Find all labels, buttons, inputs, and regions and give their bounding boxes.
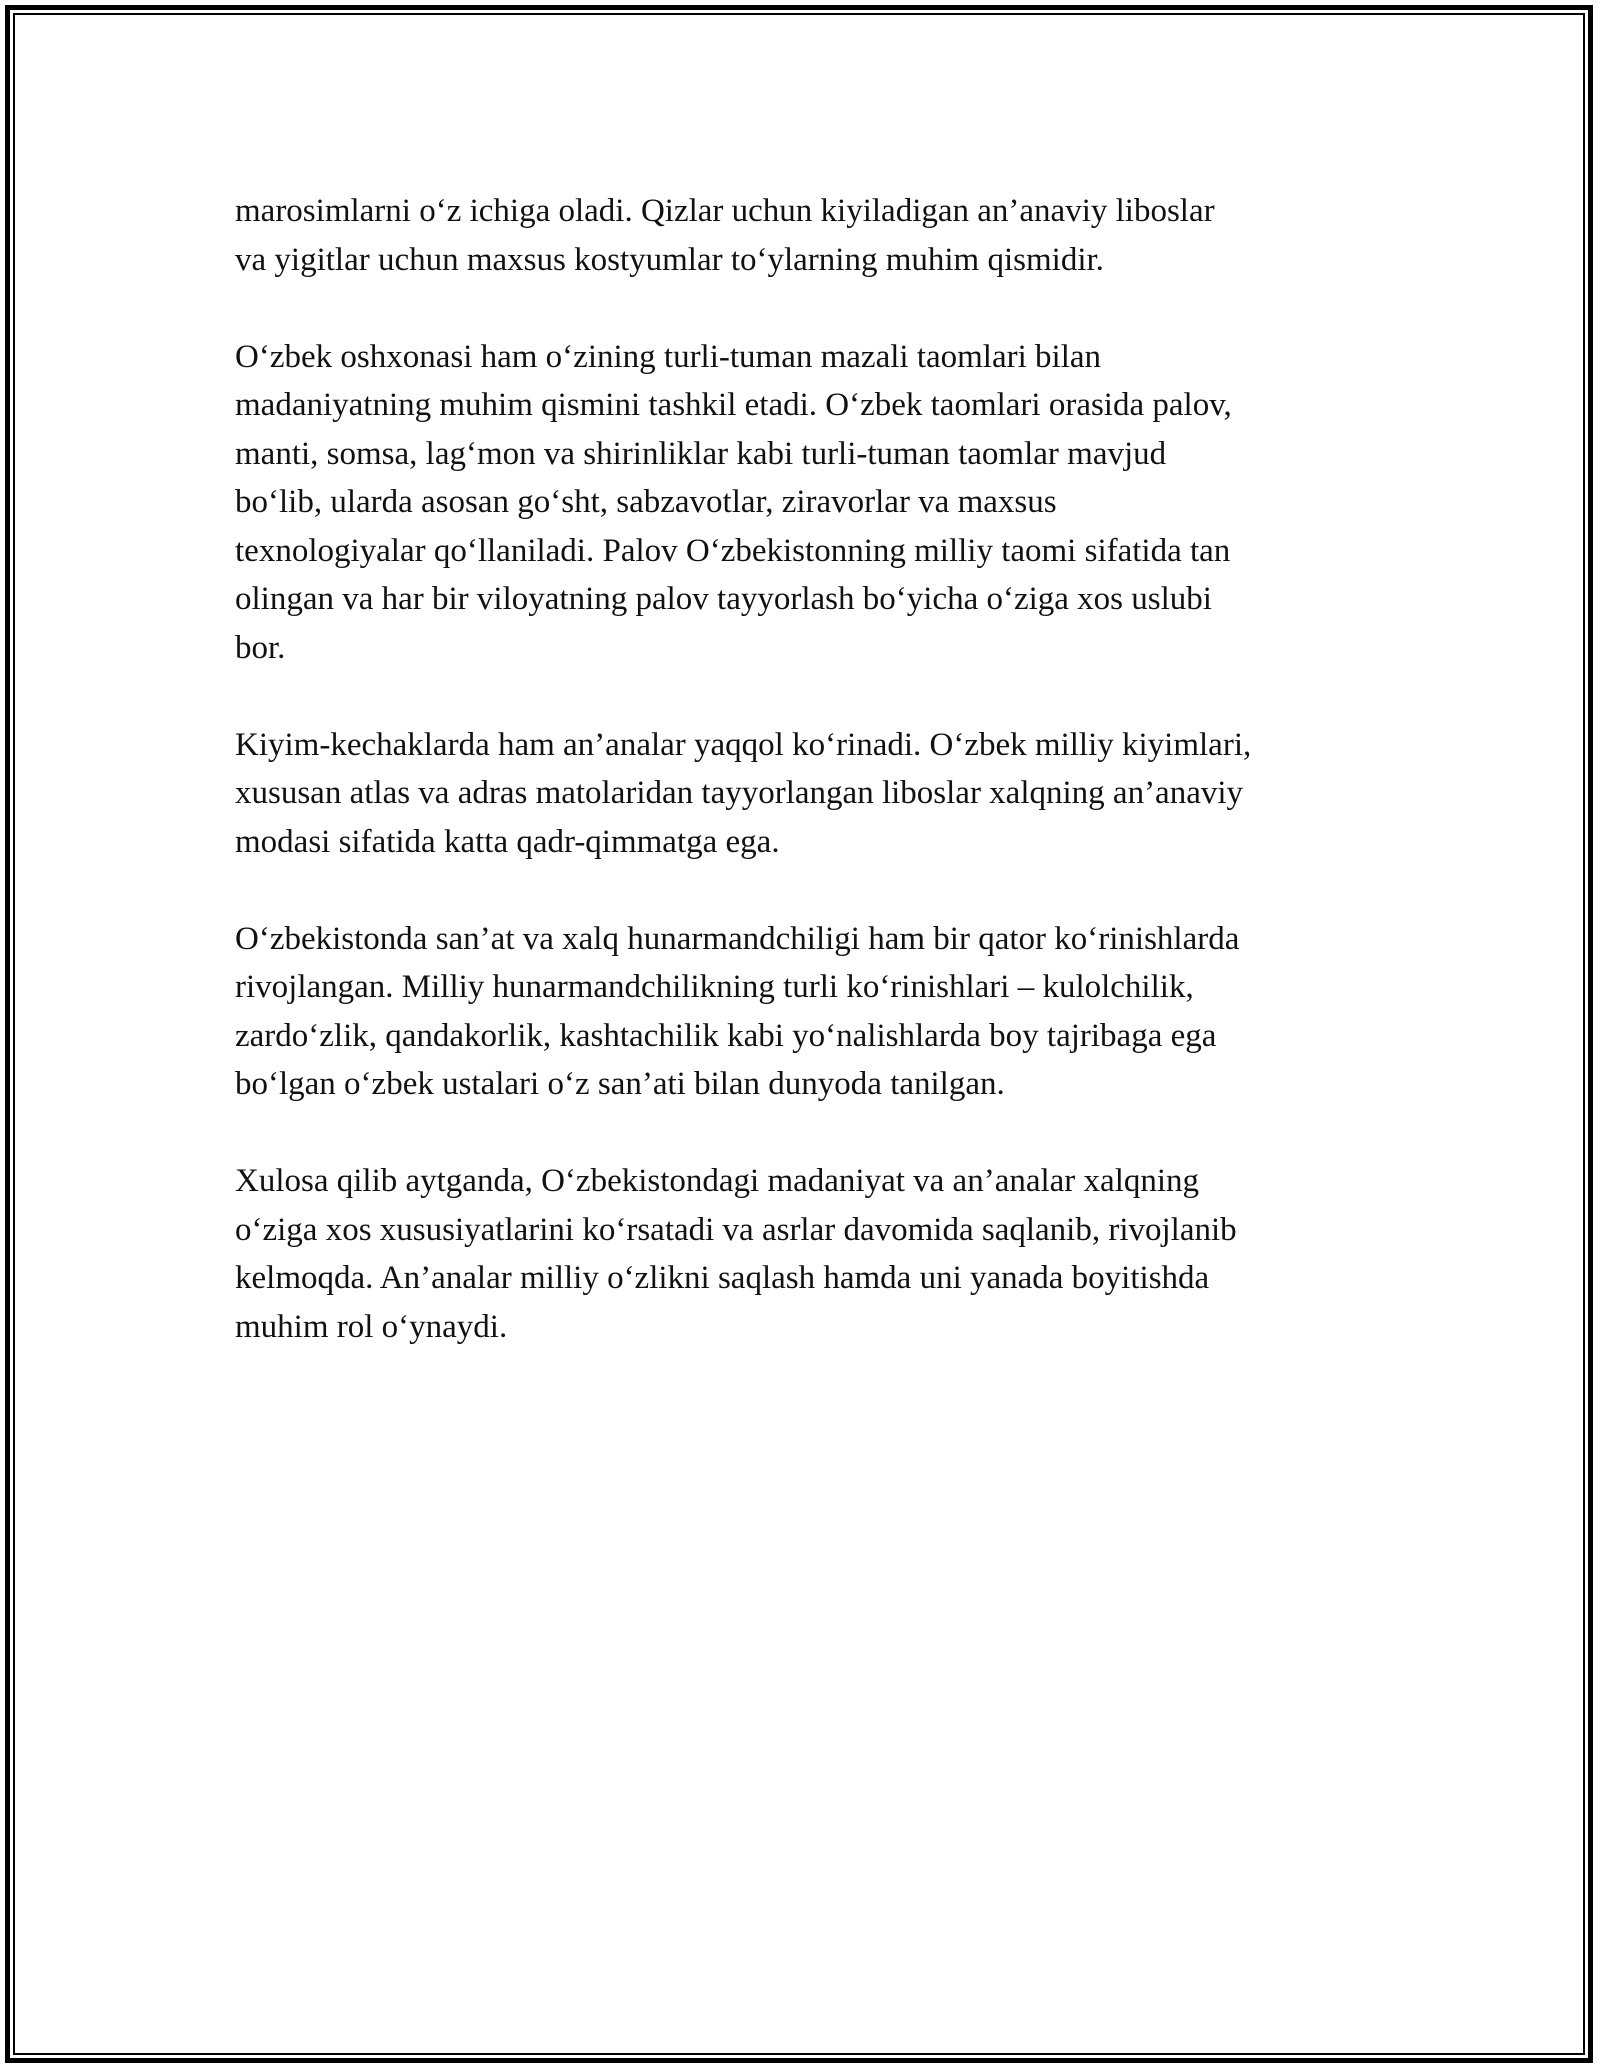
text-line: rivojlangan. Milliy hunarmandchilikning turli ko‘rinishlari – kulolchilik, (235, 969, 1194, 1005)
text-line: kelmoqda. An’analar milliy o‘zlikni saqlash hamda uni yanada boyitishda (235, 1260, 1210, 1296)
text-line: zardo‘zlik, qandakorlik, kashtachilik kabi yo‘nalishlarda boy tajribaga ega (235, 1017, 1217, 1054)
text-line: Xulosa qilib aytganda, O‘zbekistondagi madaniyat va an’analar xalqning (235, 1163, 1200, 1199)
text-line: madaniyatning muhim qismini tashkil etadi. O‘zbek taomlari orasida palov, (235, 387, 1232, 423)
text-line: bo‘lgan o‘zbek ustalari o‘z san’ati bilan dunyoda tanilgan. (235, 1066, 1005, 1102)
text-line: o‘ziga xos xususiyatlarini ko‘rsatadi va asrlar davomida saqlanib, rivojlanib (235, 1211, 1237, 1248)
text-line: xususan atlas va adras matolaridan tayyorlangan liboslar xalqning an’anaviy (235, 775, 1244, 811)
text-line: va yigitlar uchun maxsus kostyumlar to‘ylarning muhim qismidir. (235, 241, 1104, 278)
text-line: texnologiyalar qo‘llaniladi. Palov O‘zbekistonning milliy taomi sifatida tan (235, 532, 1231, 569)
text-line: bo‘lib, ularda asosan go‘sht, sabzavotlar, ziravorlar va maxsus (235, 484, 1057, 520)
paragraph-conclusion (235, 1157, 1405, 1351)
text-line: Kiyim-kechaklarda ham an’analar yaqqol ko‘rinadi. O‘zbek milliy kiyimlari, (235, 726, 1252, 763)
text-line: O‘zbekistonda san’at va xalq hunarmandchiligi ham bir qator ko‘rinishlarda (235, 920, 1240, 957)
text-line: muhim rol o‘ynaydi. (235, 1308, 508, 1345)
paragraph-crafts (235, 915, 1405, 1109)
text-line: O‘zbek oshxonasi ham o‘zining turli-tuman mazali taomlari bilan (235, 338, 1102, 375)
text-line: manti, somsa, lag‘mon va shirinliklar kabi turli-tuman taomlar mavjud (235, 435, 1167, 472)
paragraph-cuisine (235, 333, 1405, 673)
document-body (235, 187, 1405, 1400)
text-line: modasi sifatida katta qadr-qimmatga ega. (235, 823, 780, 860)
text-line: olingan va har bir viloyatning palov tayyorlash bo‘yicha o‘ziga xos uslubi (235, 581, 1212, 617)
paragraph-clothing (235, 721, 1405, 867)
text-line: bor. (235, 629, 286, 666)
paragraph-wedding-attire (235, 187, 1405, 284)
text-line: marosimlarni o‘z ichiga oladi. Qizlar uchun kiyiladigan an’anaviy liboslar (235, 193, 1215, 229)
